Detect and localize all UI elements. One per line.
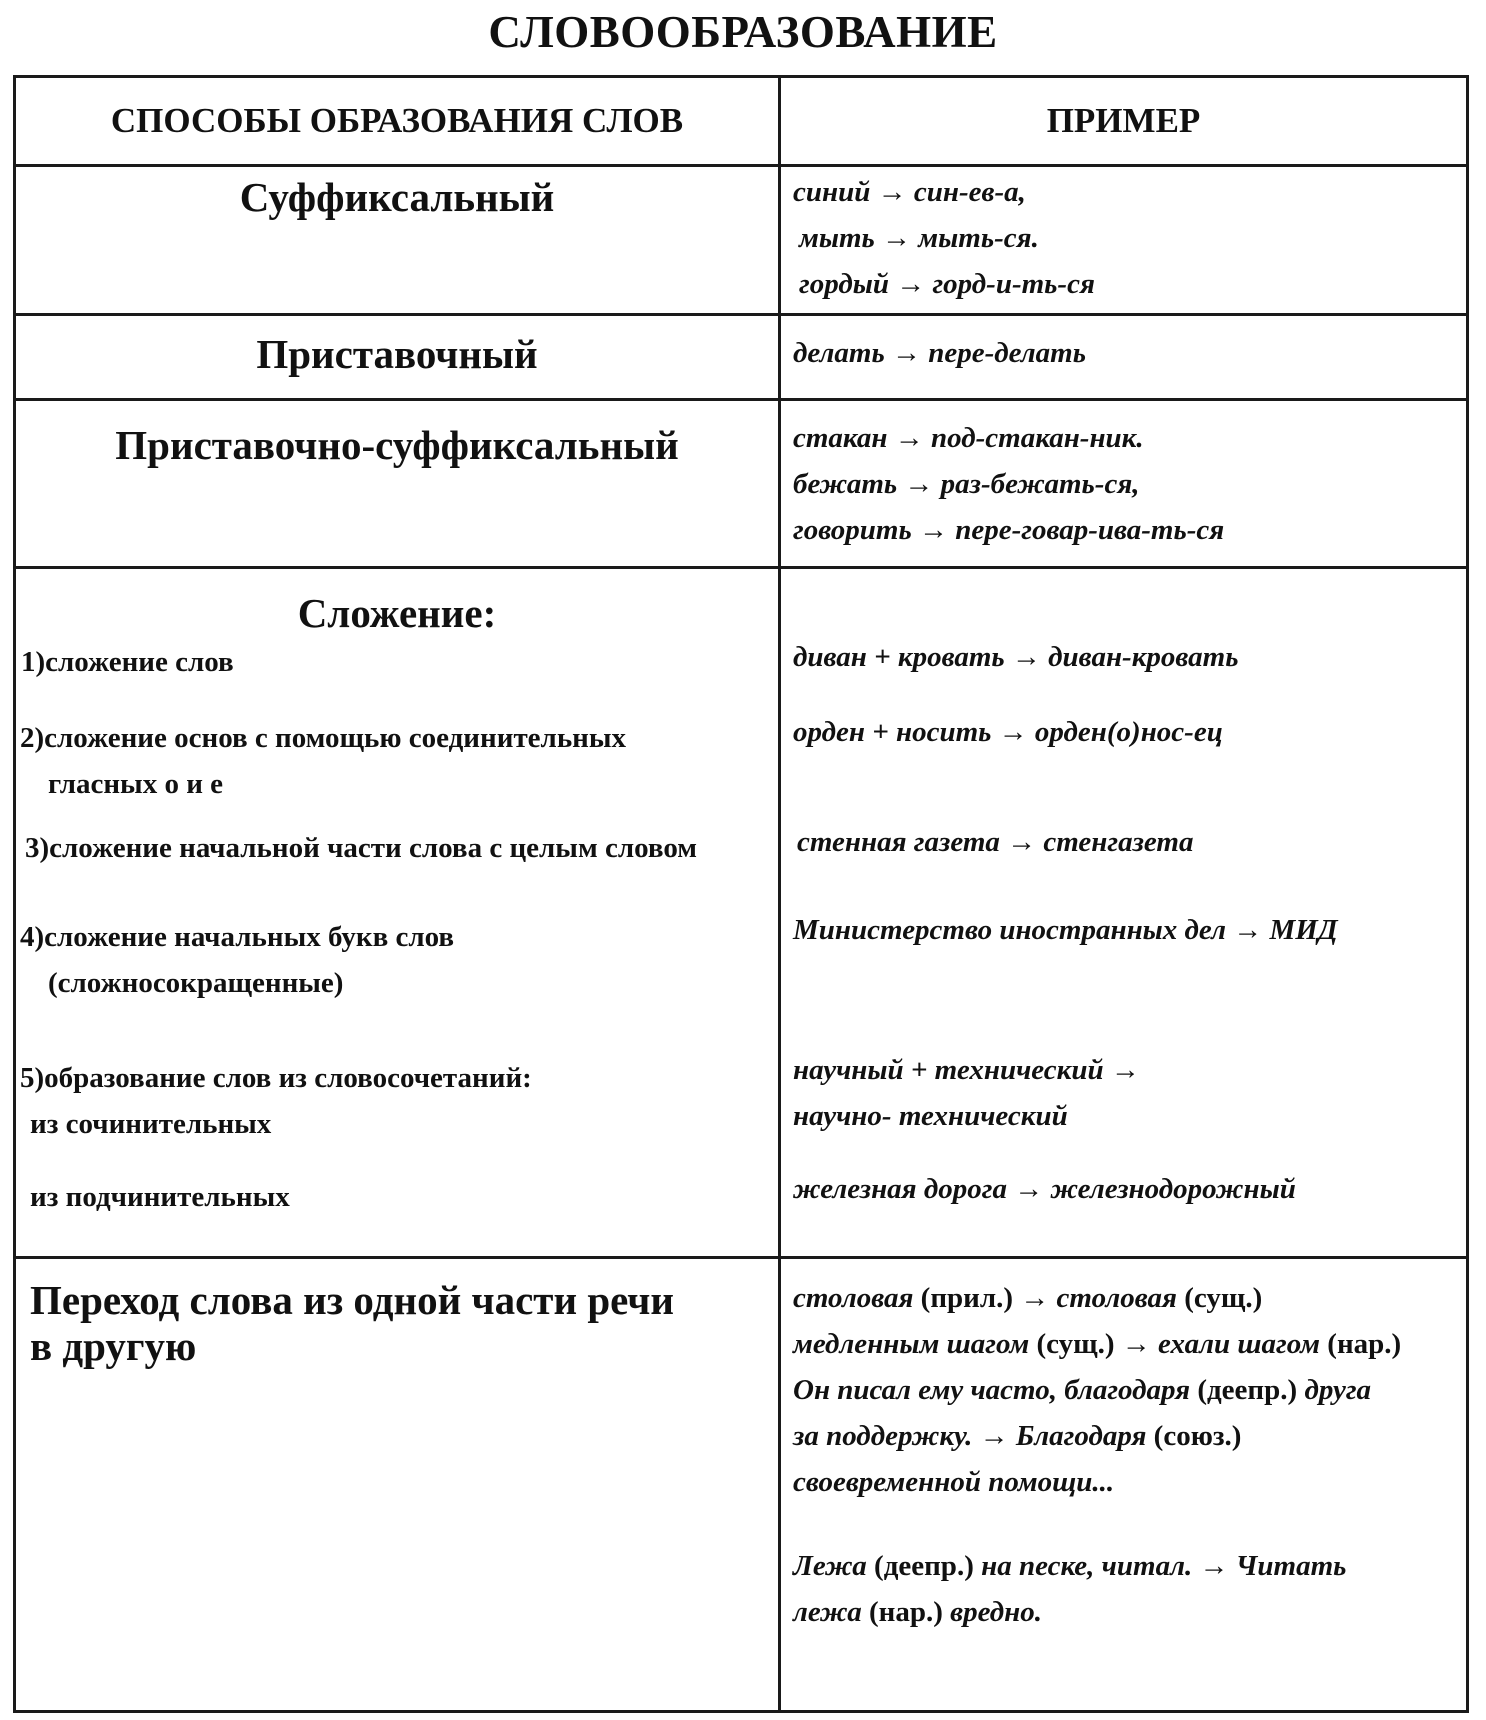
table-row <box>15 315 1468 400</box>
example-line: медленным шагом (сущ.) → ехали шагом (нар.) <box>793 1328 1402 1360</box>
table-header-row <box>15 77 1468 166</box>
method-name: Приставочный <box>256 331 538 377</box>
example-line: своевременной помощи... <box>793 1466 1115 1498</box>
example-line: лежа (нар.) вредно. <box>793 1596 1043 1628</box>
example-line: бежать → раз-бежать-ся, <box>793 468 1140 500</box>
example-cell <box>780 400 1468 568</box>
compound-item-label: 4)сложение начальных букв слов <box>20 921 455 953</box>
example-cell <box>780 568 1468 1258</box>
example-line: стакан → под-стакан-ник. <box>793 422 1144 454</box>
example-line: Он писал ему часто, благодаря (деепр.) друга <box>793 1374 1372 1406</box>
example-cell <box>780 166 1468 315</box>
method-name: Суффиксальный <box>239 174 555 220</box>
method-cell <box>15 1258 780 1712</box>
method-name: Переход слова из одной части речи в другую <box>30 1277 675 1369</box>
example-line: столовая (прил.) → столовая (сущ.) <box>793 1282 1263 1314</box>
compound-item-label: 2)сложение основ с помощью соединительных <box>20 722 627 754</box>
example-line: за поддержку. → Благодаря (союз.) <box>793 1420 1242 1452</box>
compound-item-label: 3)сложение начальной части слова с целым словом <box>25 832 698 864</box>
example-line: Лежа (деепр.) на песке, читал. → Читать <box>793 1550 1347 1582</box>
example-line: стенная газета → стенгазета <box>797 826 1194 858</box>
method-cell <box>15 166 780 315</box>
method-name: Сложение: <box>297 590 497 636</box>
table-row <box>15 166 1468 315</box>
example-line: научный + технический → <box>793 1054 1140 1086</box>
example-line: делать → пере-делать <box>793 337 1086 369</box>
example-cell <box>780 1258 1468 1712</box>
compound-item-label: гласных о и е <box>48 768 224 800</box>
table-row <box>15 400 1468 568</box>
compound-item-label: из подчинительных <box>30 1181 290 1213</box>
example-line: орден + носить → орден(о)нос-ец <box>793 716 1223 748</box>
method-name: Приставочно-суффиксальный <box>115 422 679 468</box>
header-example: ПРИМЕР <box>780 77 1468 166</box>
compound-item-label: 5)образование слов из словосочетаний: <box>20 1062 532 1094</box>
example-line: синий → син-ев-а, <box>793 176 1026 208</box>
compound-item-label: из сочинительных <box>30 1108 272 1140</box>
example-line: Министерство иностранных дел → МИД <box>793 914 1338 946</box>
compound-item-label: 1)сложение слов <box>21 646 234 678</box>
word-formation-table <box>13 75 1469 1713</box>
header-methods: СПОСОБЫ ОБРАЗОВАНИЯ СЛОВ <box>15 77 780 166</box>
method-cell <box>15 400 780 568</box>
table-row <box>15 1258 1468 1712</box>
example-line: мыть → мыть-ся. <box>799 222 1039 254</box>
example-line: железная дорога → железнодорожный <box>793 1173 1296 1205</box>
method-cell <box>15 315 780 400</box>
example-line: диван + кровать → диван-кровать <box>793 641 1239 673</box>
table-row <box>15 568 1468 1258</box>
page-title: СЛОВООБРАЗОВАНИЕ <box>488 7 998 57</box>
example-line: говорить → пере-говар-ива-ть-ся <box>793 514 1225 546</box>
example-cell <box>780 315 1468 400</box>
compound-item-label: (сложносокращенные) <box>48 967 344 999</box>
method-cell <box>15 568 780 1258</box>
example-line: гордый → горд-и-ть-ся <box>799 268 1095 300</box>
example-line: научно- технический <box>793 1100 1068 1132</box>
